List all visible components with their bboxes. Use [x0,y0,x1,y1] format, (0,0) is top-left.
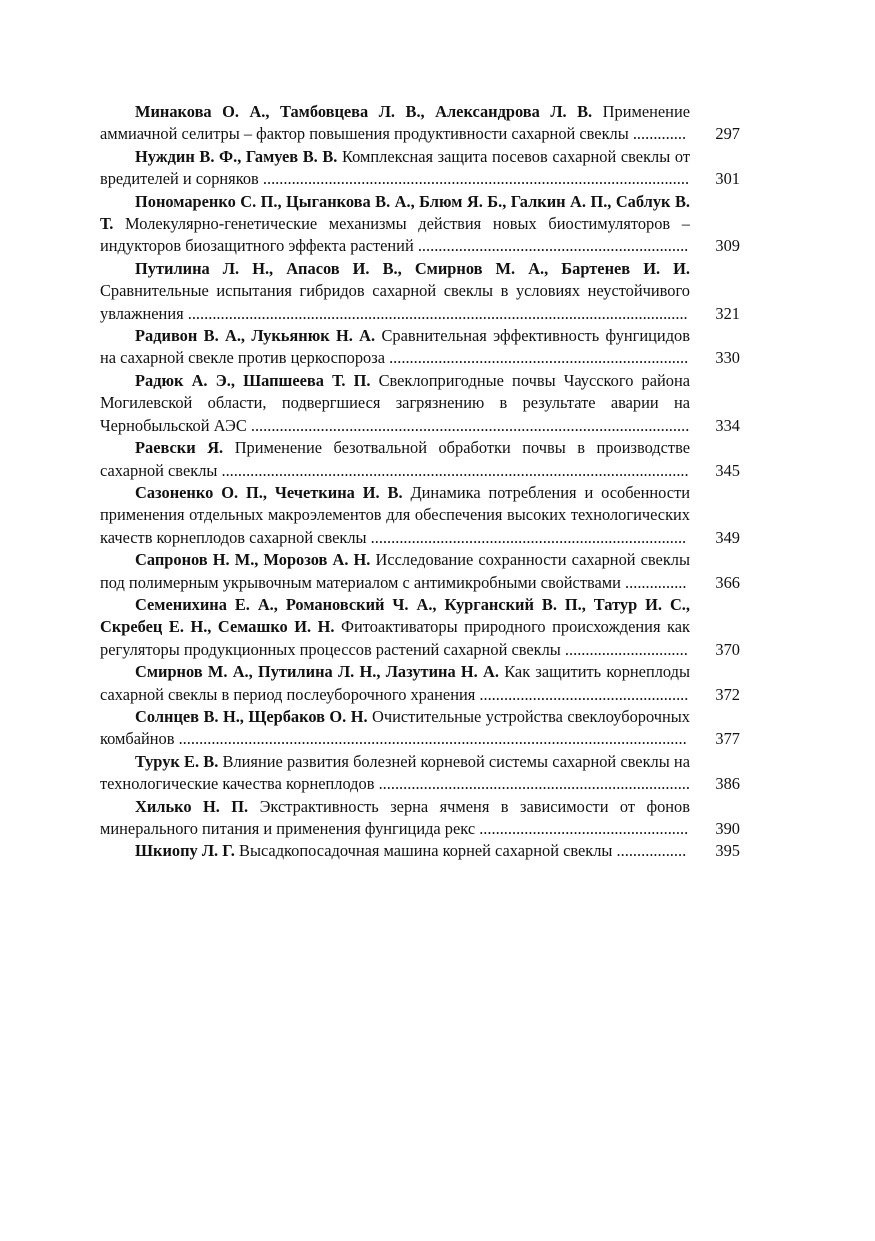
toc-entry [100,661,740,706]
toc-entry-text [100,146,690,191]
toc-entry [100,706,740,751]
entry-title: Комплексная защита посевов сахарной свеклы от вредителей и сорняков [100,146,690,189]
entry-title: Применение аммиачной селитры – фактор повышения продуктивности сахарной свеклы [100,102,690,144]
toc-entry [100,146,740,191]
entry-page-number: 297 [715,124,740,144]
toc-entry [100,437,740,482]
entry-page-number: 372 [715,684,740,704]
entry-authors: Путилина Л. Н., Апасов И. В., Смирнов М. А., Бартенев И. И. [135,258,690,278]
toc-entry-text [100,101,690,146]
toc-entry-text [100,796,690,841]
leader-dots: ............................................................................................................................ [174,729,687,749]
entry-authors: Пономаренко С. П., Цыганкова В. А., Блюм Я. Б., Галкин А. П., Саблук В. Т. [100,191,690,234]
entry-authors: Семенихина Е. А., Романовский Ч. А., Курганский В. П., Татур И. С., Скребец Е. Н., Семашко И. Н. [100,594,690,637]
toc-entry [100,751,740,796]
entry-authors: Смирнов М. А., Путилина Л. Н., Лазутина Н. А. [135,662,499,682]
toc-entry-text [100,258,690,325]
entry-page-number: 395 [715,841,740,861]
toc-entry-text [100,549,690,594]
entry-title: Очистительные устройства свеклоуборочных комбайнов [100,706,690,749]
entry-page-number: 386 [715,774,740,794]
toc-entry [100,594,740,661]
leader-dots: ............. [628,124,687,144]
entry-title: Сравнительные испытания гибридов сахарной свеклы в условиях неустойчивого увлажнения [100,281,690,323]
leader-dots: .............................. [560,639,688,659]
entry-page-number: 377 [715,729,740,749]
toc-entry-text [100,437,690,482]
entry-page-number: 390 [715,819,740,838]
entry-title: Фитоактиваторы природного происхождения как регуляторы продукционных процессов растений сахарной свеклы [100,617,690,659]
entry-title: Молекулярно-генетические механизмы действия новых биостимуляторов – индукторов биозащитного эффекта растений [100,214,690,256]
toc-entry-text [100,370,690,437]
entry-page-number: 334 [715,415,740,435]
entry-authors: Минакова О. А., Тамбовцева Л. В., Александрова Л. В. [135,102,593,121]
toc-entry [100,840,740,862]
leader-dots: ........................................................................................................ [258,169,690,189]
toc-entry [100,325,740,370]
entry-authors: Сазоненко О. П., Чечеткина И. В. [135,482,403,502]
entry-title: Динамика потребления и особенности применения отдельных макроэлементов для обеспечения высоких технологических качеств корнеплодов сахарной свеклы [100,482,690,547]
entry-page-number: 321 [715,303,740,323]
entry-title: Сравнительная эффективность фунгицидов на сахарной свекле против церкоспороза [100,326,690,368]
entry-title: Экстрактивность зерна ячменя в зависимости от фонов минерального питания и применения фунгицида рекс [100,796,690,838]
leader-dots: ............................................................................. [366,527,687,547]
toc-entry [100,482,740,549]
entry-authors: Турук Е. В. [135,751,219,771]
entry-page-number: 349 [715,527,740,547]
leader-dots: .................................................................. [413,236,689,256]
entry-authors: Нуждин В. Ф., Гамуев В. В. [135,146,338,166]
entry-title: Исследование сохранности сахарной свеклы под полимерным укрывочным материалом с антимикробными свойствами [100,550,690,592]
leader-dots: ................................................... [475,684,689,704]
leader-dots: ................. [612,841,687,861]
entry-title: Как защитить корнеплоды сахарной свеклы в период послеуборочного хранения [100,662,690,704]
leader-dots: .......................................................................................................................... [183,303,688,323]
entry-title: Влияние развития болезней корневой системы сахарной свеклы на технологические качества корнеплодов [100,751,690,794]
entry-title: Свеклопригодные почвы Чаусского района Могилевской области, подвергшиеся загрязнению в результате аварии на Чернобыльской АЭС [100,370,690,435]
leader-dots: ............................................................................ [374,774,690,794]
leader-dots: ................................................... [475,819,689,838]
toc-entry [100,796,740,841]
toc-entry-text [100,594,690,661]
entry-page-number: 345 [715,460,740,480]
toc-entry-text [100,325,690,370]
leader-dots: ........................................................................................................... [246,415,690,435]
entry-page-number: 309 [715,236,740,256]
entry-title: Высадкопосадочная машина корней сахарной свеклы [239,841,613,861]
entry-page-number: 366 [715,572,740,592]
entry-authors: Радивон В. А., Лукьянюк Н. А. [135,326,376,346]
entry-page-number: 330 [715,348,740,368]
toc-entry [100,101,740,146]
toc-entry-text [100,661,690,706]
leader-dots: .................................................................................................................. [217,460,689,480]
entry-authors: Радюк А. Э., Шапшеева Т. П. [135,370,371,390]
leader-dots: ............... [620,572,687,592]
entry-authors: Солнцев В. Н., Щербаков О. Н. [135,706,368,726]
entry-authors: Хилько Н. П. [135,796,249,816]
table-of-contents [100,101,740,863]
toc-entry [100,370,740,437]
entry-authors: Шкиопу Л. Г. [135,841,235,861]
entry-page-number: 301 [715,169,740,189]
toc-entry [100,191,740,258]
toc-entry [100,258,740,325]
toc-entry-text [100,706,690,751]
entry-title: Применение безотвальной обработки почвы в производстве сахарной свеклы [100,438,690,480]
leader-dots: ......................................................................... [384,348,689,368]
toc-entry [100,549,740,594]
entry-authors: Сапронов Н. М., Морозов А. Н. [135,550,371,570]
toc-entry-text [100,482,690,549]
toc-entry-text [100,840,690,862]
entry-authors: Раевски Я. [135,438,224,458]
toc-entry-text [100,751,690,796]
toc-entry-text [100,191,690,258]
entry-page-number: 370 [715,639,740,659]
